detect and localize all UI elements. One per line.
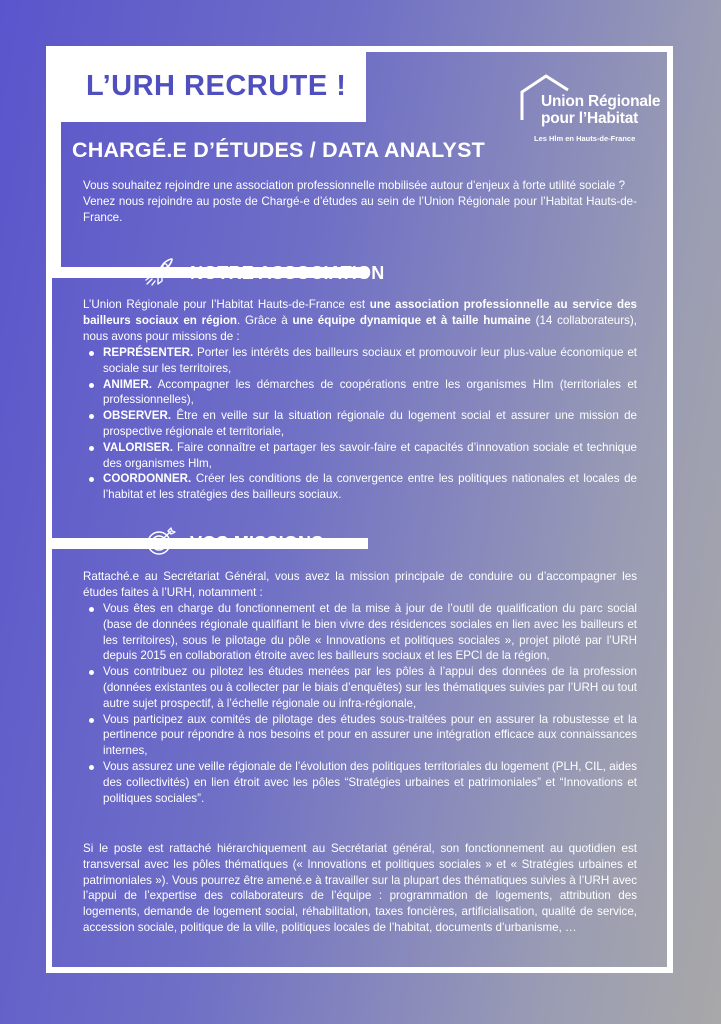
list-item xyxy=(83,440,637,472)
mission-label: REPRÉSENTER. xyxy=(103,346,194,359)
mission-label: ANIMER. xyxy=(103,377,152,391)
intro-line-1: Vous souhaitez rejoindre une association professionnelle mobilisée autour d’enjeux à forte utilité sociale ? xyxy=(83,179,626,192)
association-missions-list xyxy=(83,345,637,503)
rocket-icon xyxy=(142,255,176,294)
mission-text: Être en veille sur la situation régionale du logement social et assurer une mission de prospective régionale et territoriale, xyxy=(103,409,637,438)
left-accent-bar xyxy=(52,122,61,273)
missions-heading: VOS MISSIONS xyxy=(190,533,324,553)
mission-label: VALORISER. xyxy=(103,440,173,454)
association-intro-bold-1: une association professionnelle au service des bailleurs sociaux en région xyxy=(83,298,637,327)
mission-label: OBSERVER. xyxy=(103,409,172,423)
mission-text: Créer les conditions de la convergence entre les politiques nationales et locales de l’habitat et les stratégies des bailleurs sociaux. xyxy=(103,472,637,502)
association-intro xyxy=(83,297,637,344)
job-title: CHARGÉ.E D’ÉTUDES / DATA ANALYST xyxy=(72,138,485,162)
list-item xyxy=(83,471,637,503)
list-item: Vous contribuez ou pilotez les études menées par les pôles à l’appui des données de la profession (données existantes ou à collecter par le biais d’enquêtes) sur les thématiques suivies par l’URH ou tout autre sujet prospectif, à l’échelle régionale ou infra-régionale, xyxy=(83,664,637,711)
missions-intro: Rattaché.e au Secrétariat Général, vous avez la mission principale de conduire ou d’accompagner les études faites à l’URH, notamment : xyxy=(83,570,637,599)
mission-text: Faire connaître et partager les savoir-faire et capacités d’innovation sociale et technique des organismes Hlm, xyxy=(103,440,637,470)
association-intro-text-2: . Grâce à xyxy=(237,313,293,327)
association-intro-text: L’Union Régionale pour l’Habitat Hauts-de-France est xyxy=(83,298,370,311)
list-item xyxy=(83,345,637,377)
association-intro-text-3: (14 collaborateurs), nous avons pour missions de : xyxy=(83,313,637,343)
intro-paragraph xyxy=(83,178,637,225)
association-intro-bold-2: une équipe dynamique et à taille humaine xyxy=(292,313,531,327)
mission-label: COORDONNER. xyxy=(103,472,192,486)
page-title: L’URH RECRUTE ! xyxy=(86,70,347,102)
list-item: Vous participez aux comités de pilotage des études sous-traitées pour en assurer la robustesse et la pertinence pour répondre à nos besoins et pour en assurer une intégration efficace aux connaissances internes, xyxy=(83,712,637,759)
intro-line-2: Venez nous rejoindre au poste de Chargé-e d’études au sein de l’Union Régionale pour l’Habitat Hauts-de-France. xyxy=(83,194,637,224)
logo-line-2: pour l’Habitat xyxy=(541,110,639,127)
list-item xyxy=(83,408,637,440)
closing-paragraph: Si le poste est rattaché hiérarchiquement au Secrétariat général, son fonctionnement au quotidien est transversal avec les pôles thématiques (« Innovations et politiques sociales » et « Stratégies urbaines et patrimoniales »). Vous pourrez être amené.e à travailler sur la plupart des thématiques suivies à l’URH avec l’appui de l’expertise des collaborateurs de l’équipe : programmation de logements, attribution des logements, demande de logement social, réhabilitation, taxes foncières, artificialisation, qualité de service, accession sociale, politique de la ville, politiques locales de l’habitat, documents d’urbanisme, … xyxy=(83,842,637,934)
association-heading: NOTRE ASSOCIATION xyxy=(190,263,385,283)
mission-text: Porter les intérêts des bailleurs sociaux et promouvoir leur plus-value économique et sociale sur les territoires, xyxy=(103,346,637,375)
target-icon xyxy=(143,525,177,564)
logo-line-1: Union Régionale xyxy=(541,93,661,110)
urh-logo xyxy=(516,72,661,148)
list-item: Vous assurez une veille régionale de l’évolution des politiques territoriales du logement (PLH, CIL, aides des collectivités) en lien étroit avec les pôles “Stratégies urbaines et patrimoniales” et “Innovations et politiques sociales”. xyxy=(83,759,637,806)
mission-text: Accompagner les démarches de coopérations entre les organismes Hlm (territoriales et professionnelles), xyxy=(103,377,637,407)
list-item: Vous êtes en charge du fonctionnement et de la mise à jour de l’outil de qualification du parc social (base de données régionale qualifiant le bien vivre des résidences sociales en lien avec les bailleurs et les territoires), sous le pilotage du pôle « Innovations et politiques sociales », projet piloté par l’URH depuis 2015 en collaboration étroite avec les bailleurs sociaux et les EPCI de la région, xyxy=(83,601,637,664)
logo-tagline: Les Hlm en Hauts-de-France xyxy=(534,134,636,143)
missions-list xyxy=(83,601,637,806)
list-item xyxy=(83,377,637,409)
